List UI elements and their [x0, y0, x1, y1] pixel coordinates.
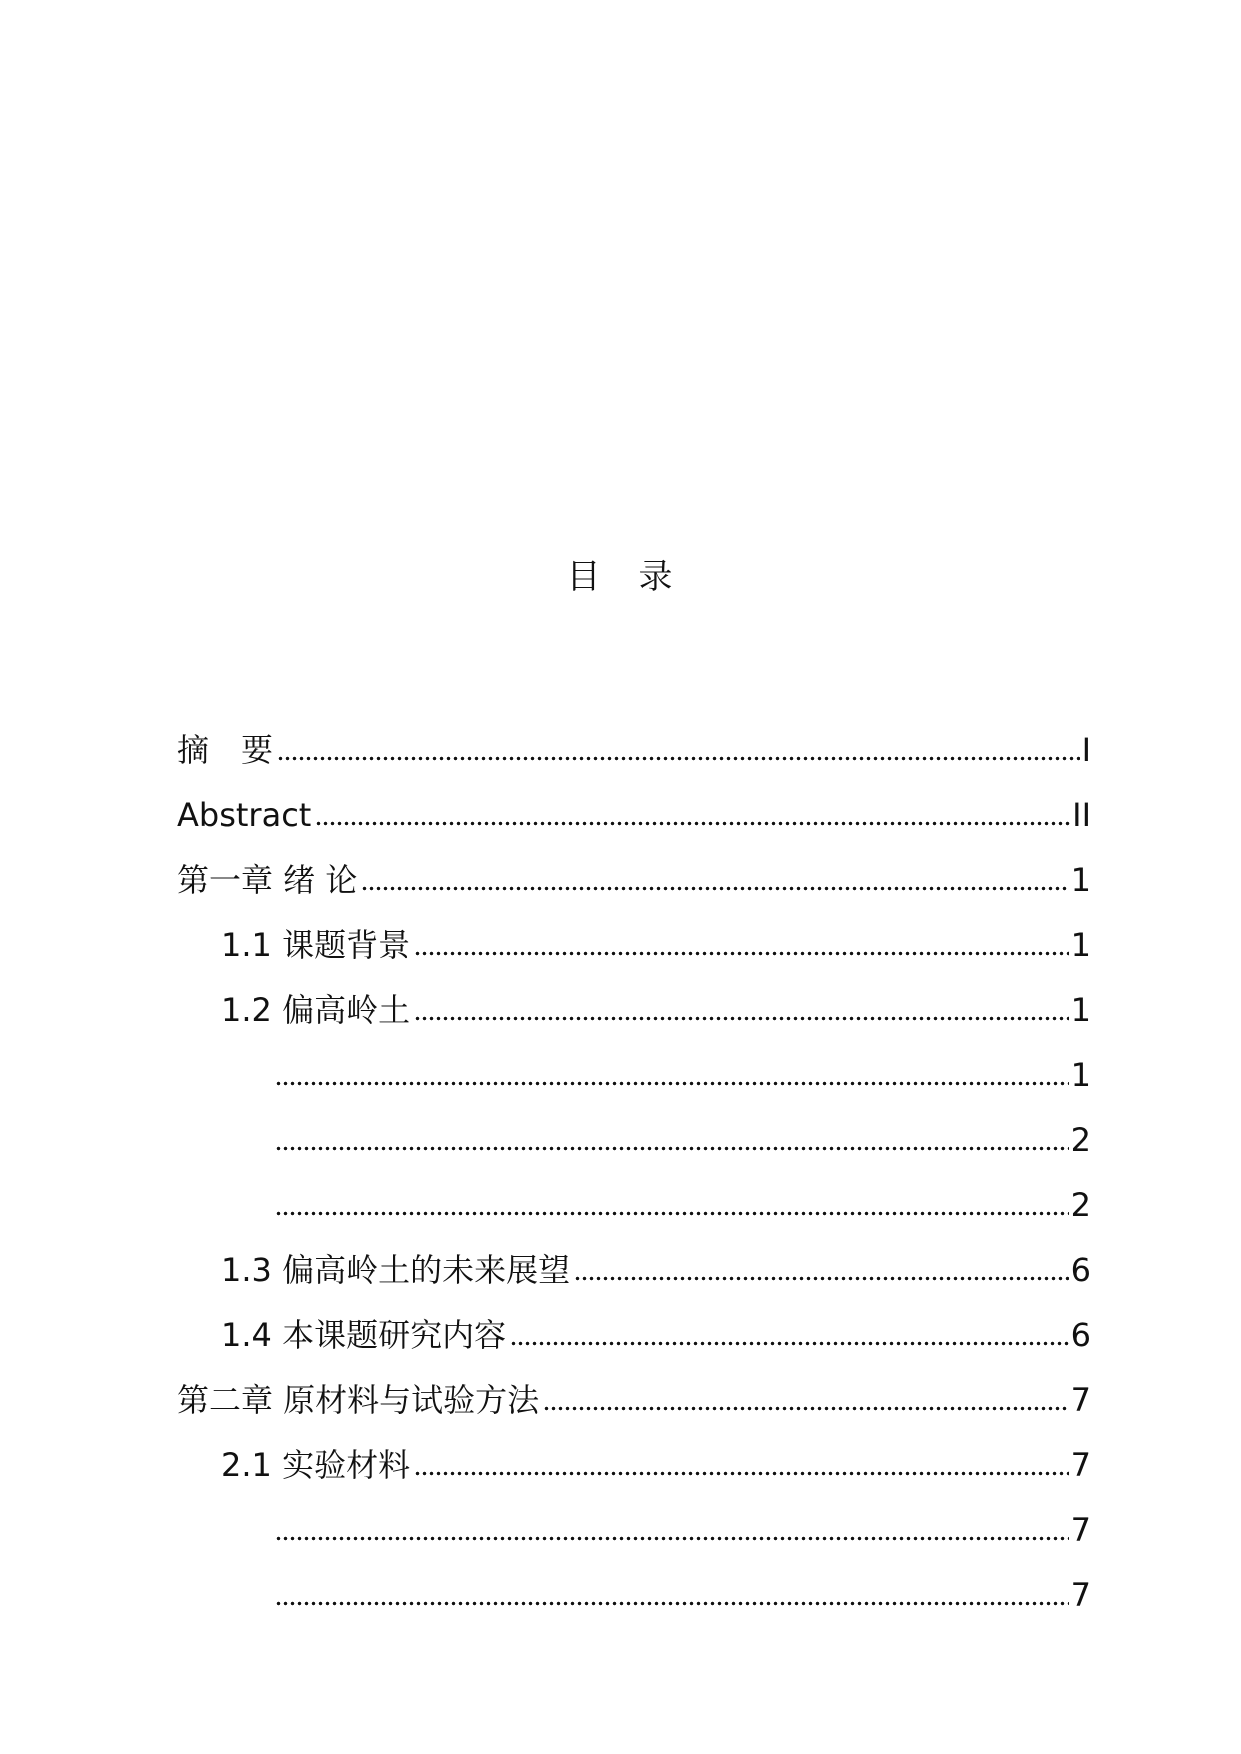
- toc-entry-page: II: [1072, 796, 1091, 834]
- toc-entry-label: 2.1 实验材料: [221, 1446, 411, 1484]
- toc-entry-page: 6: [1070, 1316, 1091, 1354]
- dot-leader: [275, 1207, 1069, 1217]
- dot-leader: [275, 1532, 1069, 1542]
- toc-entry-page: 2: [1070, 1121, 1091, 1159]
- dot-leader: [414, 1467, 1069, 1477]
- toc-entry-page: 7: [1070, 1511, 1091, 1549]
- toc-entry-abstract-cn[interactable]: [177, 707, 1091, 772]
- toc-title: 目 录: [566, 557, 675, 597]
- dot-leader: [361, 882, 1068, 892]
- toc-entry-abstract-en[interactable]: [177, 772, 1091, 837]
- toc-entry-label: 摘 要: [177, 731, 274, 769]
- toc-entry-page: I: [1081, 731, 1091, 769]
- toc-entry-page: 7: [1070, 1381, 1091, 1419]
- toc-entry-page: 1: [1070, 991, 1091, 1029]
- toc-entry-subsection[interactable]: [177, 1097, 1091, 1162]
- toc-entry-label: 1.3 偏高岭土的未来展望: [221, 1251, 571, 1289]
- dot-leader: [277, 752, 1080, 762]
- toc-entry-chapter-1[interactable]: [177, 837, 1091, 902]
- toc-entry-label: 1.4 本课题研究内容: [221, 1316, 507, 1354]
- toc-entry-subsection[interactable]: [177, 1162, 1091, 1227]
- toc-entry-label: 第一章 绪 论: [177, 861, 358, 899]
- toc-entry-label: Abstract: [177, 796, 312, 834]
- toc-entry-label: 第二章 原材料与试验方法: [177, 1381, 540, 1419]
- dot-leader: [275, 1142, 1069, 1152]
- toc-entry-page: 7: [1070, 1446, 1091, 1484]
- toc-entry-section-1-2[interactable]: [177, 967, 1091, 1032]
- toc-entry-subsection[interactable]: [177, 1032, 1091, 1097]
- toc-entry-label: 1.1 课题背景: [221, 926, 411, 964]
- toc-entry-page: 7: [1070, 1576, 1091, 1614]
- dot-leader: [510, 1337, 1069, 1347]
- toc-entry-page: 2: [1070, 1186, 1091, 1224]
- toc-entry-page: 1: [1070, 861, 1091, 899]
- dot-leader: [414, 947, 1069, 957]
- toc-entry-page: 1: [1070, 926, 1091, 964]
- toc-entry-page: 6: [1070, 1251, 1091, 1289]
- dot-leader: [574, 1272, 1069, 1282]
- toc-entry-section-2-1[interactable]: [177, 1422, 1091, 1487]
- toc-entry-subsection[interactable]: [177, 1487, 1091, 1552]
- dot-leader: [275, 1597, 1069, 1607]
- toc-list: [177, 707, 1091, 1617]
- dot-leader: [543, 1402, 1068, 1412]
- toc-entry-page: 1: [1070, 1056, 1091, 1094]
- toc-entry-section-1-1[interactable]: [177, 902, 1091, 967]
- dot-leader: [275, 1077, 1069, 1087]
- toc-entry-label: 1.2 偏高岭土: [221, 991, 411, 1029]
- dot-leader: [414, 1012, 1069, 1022]
- toc-entry-section-1-4[interactable]: [177, 1292, 1091, 1357]
- toc-entry-subsection[interactable]: [177, 1552, 1091, 1617]
- toc-entry-section-1-3[interactable]: [177, 1227, 1091, 1292]
- dot-leader: [315, 817, 1070, 827]
- toc-entry-chapter-2[interactable]: [177, 1357, 1091, 1422]
